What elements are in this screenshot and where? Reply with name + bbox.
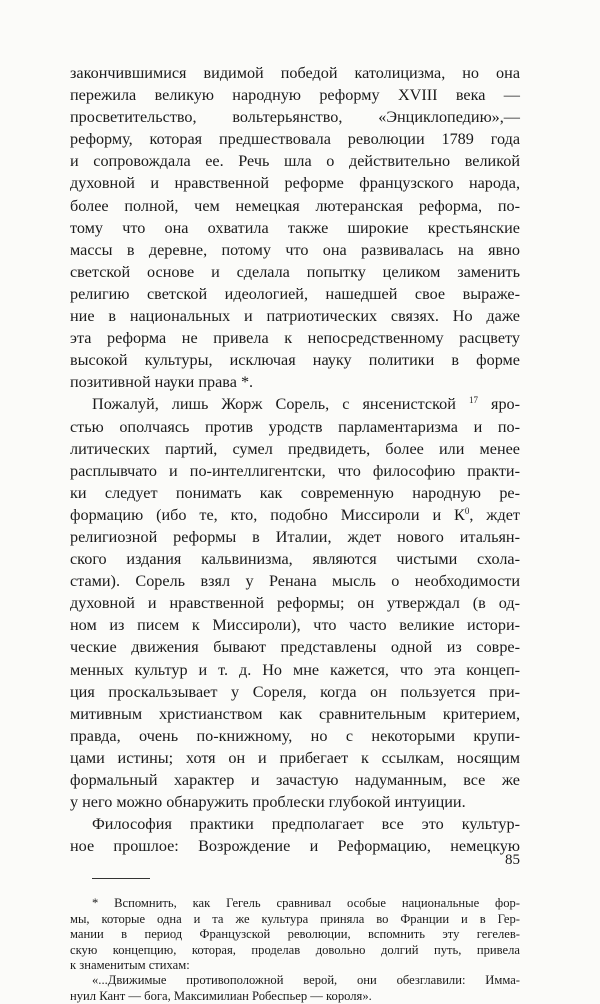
text-line: цами истины; хотя он и прибегает к ссылкам, носящим (70, 748, 520, 767)
line-part: Пожалуй, лишь Жорж Сорель, с янсенистской (92, 395, 456, 414)
text-line: ное прошлое: Возрождение и Реформацию, немецкую (70, 837, 520, 856)
text-line: пережила великую народную реформу XVIII века — (70, 86, 520, 105)
footnote (70, 896, 520, 1004)
text-line: духовной и нравственной реформы; он утверждал (в од- (70, 594, 520, 613)
body-text (70, 62, 520, 857)
text-line: светской основе и сделала попытку целиком заменить (70, 262, 520, 281)
page-content (70, 62, 520, 1004)
note-reference: 17 (468, 395, 478, 406)
footnote-line: * Вспомнить, как Гегель сравнивал особые национальные фор- (92, 896, 520, 911)
text-line: реформу, которая предшествовала революции 1789 года (70, 130, 520, 149)
footnote-line: к знаменитым стихам: (70, 957, 190, 972)
text-line: ние в национальных и патриотических связях. Но даже (70, 307, 520, 326)
footnote-line: нуил Кант — бога, Максимилиан Робеспьер — короля». (70, 988, 372, 1003)
text-line: у него можно обнаружить проблески глубокой интуиции. (70, 793, 466, 812)
text-line: ского издания кальвинизма, являются чистыми схола- (70, 550, 520, 569)
text-line: формальный характер и зачастую надуманным, все же (70, 771, 520, 789)
footnote-line: мы, которые одна и та же культура приняла во Франции и в Гер- (70, 911, 520, 926)
text-line: высокой культуры, исключая науку политики в форме (70, 351, 520, 370)
text-line: ция проскальзывает у Сореля, когда он пользуется при- (70, 682, 520, 701)
company-sup: 0 (464, 505, 470, 516)
footnote-line: скую концепцию, которая, проделав довольно долгий путь, привела (70, 942, 520, 957)
footnote-line: «...Движимые противоположной верой, они обезглавили: Имма- (92, 973, 520, 988)
text-line: закончившимися видимой победой католицизма, но она (70, 64, 520, 82)
line-part: яро- (491, 395, 521, 414)
text-line: правда, очень по-книжному, но с некоторыми крупи- (70, 726, 520, 745)
text-line: Философия практики предполагает все это культур- (92, 815, 520, 834)
text-line: митивным христианством как сравнительным критерием, (70, 704, 520, 723)
company-abbrev: К (454, 505, 465, 524)
text-line: позитивной науки права *. (70, 373, 254, 392)
text-line: ки следует понимать как современную народную ре- (70, 483, 520, 502)
text-line: менных культур и т. д. Но мне кажется, что эта концеп- (70, 660, 520, 679)
text-line: религиозной реформы в Италии, ждет нового итальян- (70, 527, 520, 546)
text-line: духовной и нравственной реформе французского народа, (70, 174, 520, 193)
text-line: стами). Сорель взял у Ренана мысль о необходимости (70, 572, 520, 591)
text-line-with-note (70, 393, 520, 415)
line-part: формацию (ибо те, кто, подобно Миссироли и (70, 505, 442, 524)
text-line: и сопровождала ее. Речь шла о действительно великой (70, 152, 520, 171)
text-line: эта реформа не привела к непосредственному расцвету (70, 329, 520, 348)
page-number: 85 (505, 852, 520, 868)
text-line: более полной, чем немецкая лютеранская реформа, по- (70, 196, 520, 215)
text-line: ном из писем к Миссироли), что часто великие истори- (70, 616, 520, 635)
footnote-line: мании в период Французской революции, вспомнить эту гегелев- (70, 927, 520, 942)
text-line-with-abbrev (70, 504, 520, 526)
text-line: стью ополчаясь против уродств парламентаризма и по- (70, 417, 520, 436)
footnote-divider (92, 878, 150, 879)
text-line: тому что она охватила также широкие крестьянские (70, 218, 520, 237)
text-line: массы в деревне, потому что она развивалась на явно (70, 240, 520, 259)
text-line: литических партий, сумел предвидеть, более или менее (70, 439, 520, 458)
text-line: просветительство, вольтерьянство, «Энциклопедию»,— (70, 108, 520, 127)
text-line: ческие движения бывают представлены одной из совре- (70, 638, 520, 657)
line-part: , ждет (469, 505, 520, 524)
text-line: расплывчато и по-интеллигентски, что философию практи- (70, 461, 520, 480)
text-line: религию светской идеологией, нашедшей свое выраже- (70, 284, 520, 303)
